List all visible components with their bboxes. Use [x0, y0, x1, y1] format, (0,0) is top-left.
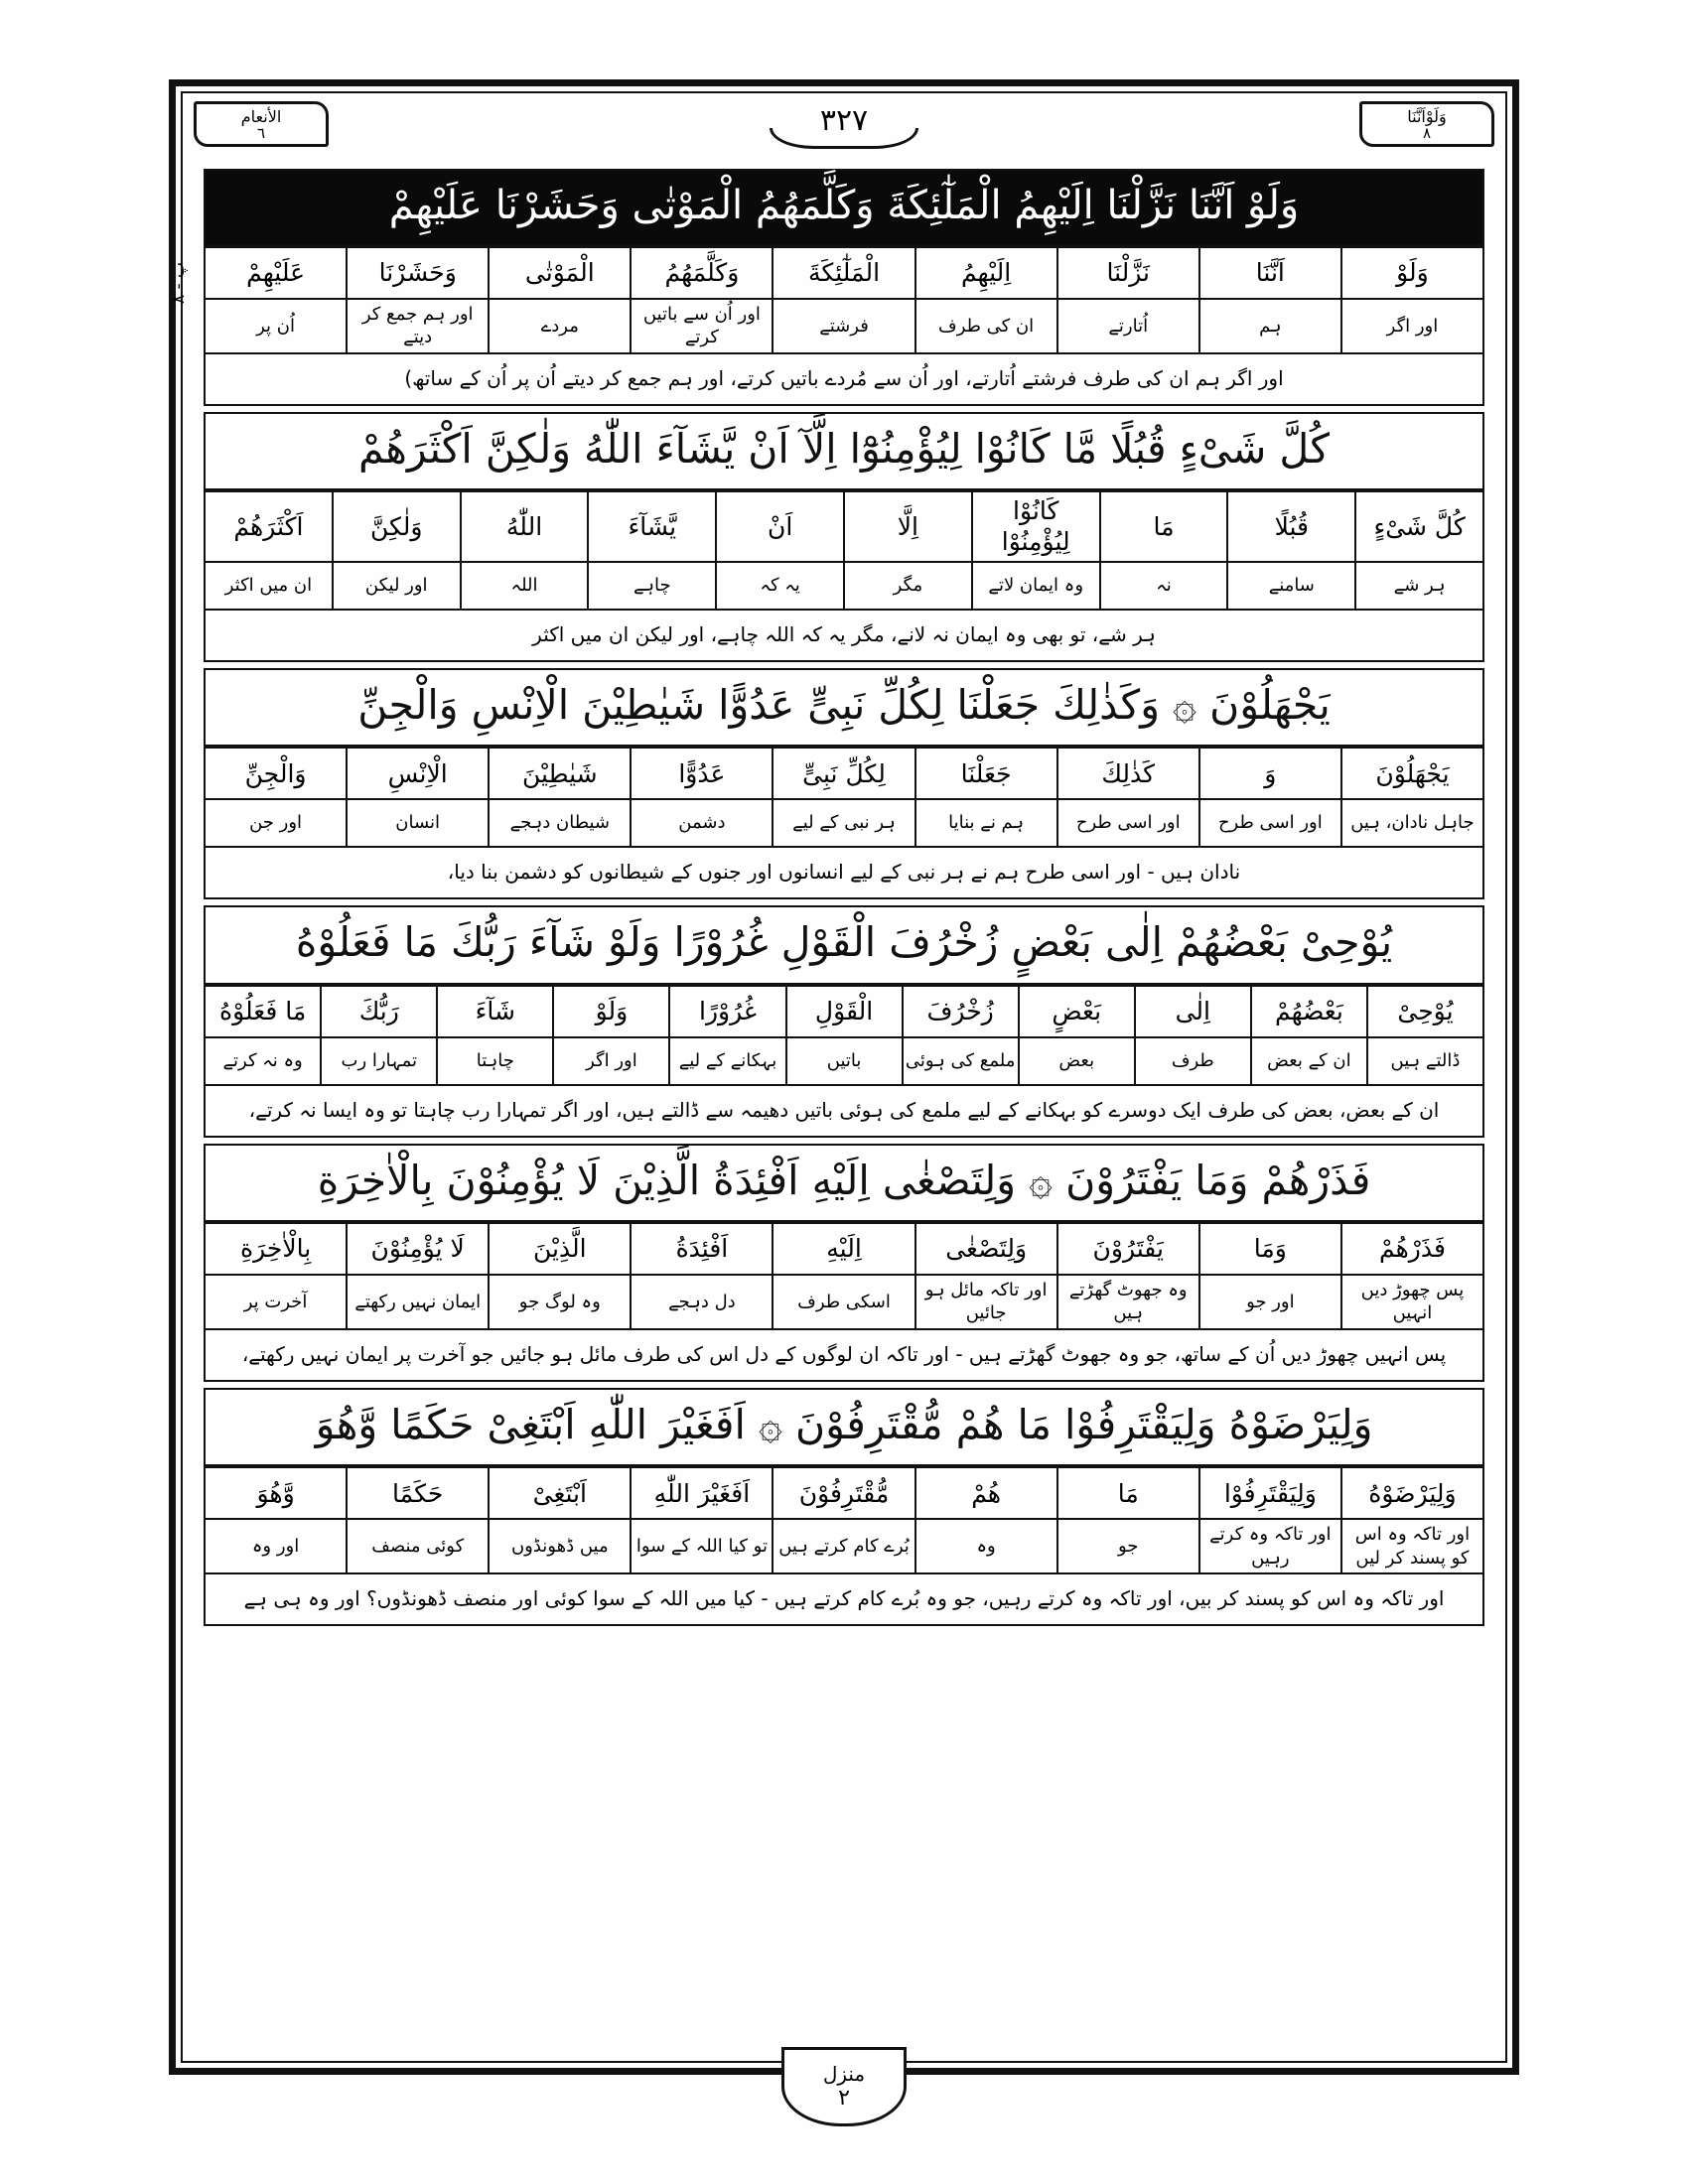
word-cell-arabic: رَبُّكَ	[321, 986, 437, 1037]
header-juz-name: وَلَوْاَنَّنَا	[1407, 106, 1447, 126]
word-cell-arabic: الْاِنْسِ	[347, 748, 489, 799]
word-cell-urdu: بُرے کام کرتے ہیں	[773, 1519, 914, 1573]
manzil-label: منزل	[822, 2061, 866, 2086]
word-cell-arabic: اَنَّنَا	[1199, 247, 1341, 299]
word-cell-arabic: وَلٰكِنَّ	[333, 491, 461, 562]
word-cell-urdu: وہ لوگ جو	[489, 1275, 631, 1329]
word-cell-arabic: مُّقْتَرِفُوْنَ	[773, 1467, 914, 1519]
word-cell-urdu: اور تاکہ مائل ہو جائیں	[915, 1275, 1057, 1329]
header-juz-number: ٨	[1422, 123, 1432, 142]
grid-row-arabic	[205, 491, 1483, 562]
word-cell-arabic: شَآءَ	[437, 986, 553, 1037]
word-cell-urdu: اُتارتے	[1057, 299, 1199, 353]
word-cell-arabic: الْمَلٰٓئِكَةَ	[773, 247, 914, 299]
word-cell-arabic: وَلِيَرْضَوْهُ	[1341, 1467, 1483, 1519]
word-cell-arabic: اَفَغَيْرَ اللّٰهِ	[631, 1467, 773, 1519]
grid-row-arabic	[205, 1467, 1483, 1519]
word-cell-urdu: اور لیکن	[333, 562, 461, 610]
word-cell-urdu: چاہے	[588, 562, 716, 610]
word-by-word-grid	[204, 1466, 1484, 1574]
word-cell-arabic: نَزَّلْنَا	[1057, 247, 1199, 299]
word-cell-arabic: اِلٰى	[1135, 986, 1251, 1037]
word-cell-arabic: لَا يُؤْمِنُوْنَ	[347, 1223, 489, 1275]
word-cell-arabic: زُخْرُفَ	[903, 986, 1019, 1037]
word-cell-urdu: پس چھوڑ دیں انہیں	[1341, 1275, 1483, 1329]
ayah-urdu-translation: اور اگر ہم ان کی طرف فرشتے اُتارتے، اور اُن سے مُردے باتیں کرتے، اور ہم جمع کر دیتے اُن پر اُن کے ساتھ)	[204, 354, 1484, 406]
word-cell-arabic: وَمَا	[1199, 1223, 1341, 1275]
word-cell-urdu: دشمن	[631, 799, 773, 847]
word-by-word-grid	[204, 1222, 1484, 1330]
word-cell-urdu: اور اُن سے باتیں کرتے	[631, 299, 773, 353]
word-cell-urdu: بعض	[1019, 1037, 1135, 1085]
ayah-urdu-translation: ہر شے، تو بھی وہ ایمان نہ لانے، مگر یہ کہ اللہ چاہے، اور لیکن ان میں اکثر	[204, 611, 1484, 662]
ayah-arabic-text: يَجْهَلُوْنَ ۞ وَكَذٰلِكَ جَعَلْنَا لِكُلِّ نَبِىٍّ عَدُوًّا شَيٰطِيْنَ الْاِنْسِ وَالْجِنِّ	[204, 668, 1484, 747]
word-cell-arabic: عَلَيْهِمْ	[205, 247, 347, 299]
word-cell-urdu: باتیں	[786, 1037, 903, 1085]
word-cell-urdu: اسکی طرف	[773, 1275, 914, 1329]
ayah-blocks-container	[204, 169, 1484, 2025]
word-cell-urdu: اور جن	[205, 799, 347, 847]
ayah-block	[204, 1144, 1484, 1382]
word-cell-urdu: ہم	[1199, 299, 1341, 353]
word-cell-arabic: وَلِتَصْغٰى	[915, 1223, 1057, 1275]
word-cell-arabic: وَكَلَّمَهُمُ	[631, 247, 773, 299]
ayah-urdu-translation: پس انہیں چھوڑ دیں اُن کے ساتھ، جو وہ جھوٹ گھڑتے ہیں - اور تاکہ ان لوگوں کے دل اس کی طرف مائل ہو جائیں جو آخرت پر ایمان نہیں رکھتے،	[204, 1330, 1484, 1382]
header-surah-box	[194, 101, 329, 147]
ayah-block	[204, 412, 1484, 662]
grid-row-urdu	[205, 1275, 1483, 1329]
word-cell-arabic: غُرُوْرًا	[669, 986, 785, 1037]
word-cell-urdu: وہ	[915, 1519, 1057, 1573]
grid-row-urdu	[205, 1519, 1483, 1573]
word-cell-arabic: وَحَشَرْنَا	[347, 247, 489, 299]
word-cell-urdu: فرشتے	[773, 299, 914, 353]
word-cell-urdu: دل دہجے	[631, 1275, 773, 1329]
word-cell-arabic: شَيٰطِيْنَ	[489, 748, 631, 799]
header-surah-name: الأنعام	[240, 106, 282, 126]
word-cell-urdu: وہ نہ کرتے	[205, 1037, 321, 1085]
word-cell-urdu: مردے	[489, 299, 631, 353]
word-cell-urdu: اور تاکہ وہ اس کو پسند کر لیں	[1341, 1519, 1483, 1573]
grid-row-urdu	[205, 299, 1483, 353]
word-cell-urdu: اور اسی طرح	[1057, 799, 1199, 847]
word-cell-urdu: ان کے بعض	[1251, 1037, 1367, 1085]
word-cell-urdu: ملمع کی ہوئی	[903, 1037, 1019, 1085]
word-cell-arabic: هُمْ	[915, 1467, 1057, 1519]
word-cell-arabic: اَبْتَغِىْ	[489, 1467, 631, 1519]
word-cell-urdu: کوئی منصف	[347, 1519, 489, 1573]
word-cell-arabic: اَكْثَرَهُمْ	[205, 491, 333, 562]
word-cell-arabic: يَفْتَرُوْنَ	[1057, 1223, 1199, 1275]
word-cell-urdu: میں ڈھونڈوں	[489, 1519, 631, 1573]
word-cell-arabic: يَّشَآءَ	[588, 491, 716, 562]
word-cell-arabic: وَالْجِنِّ	[205, 748, 347, 799]
word-cell-arabic: حَكَمًا	[347, 1467, 489, 1519]
word-cell-arabic: مَا	[1057, 1467, 1199, 1519]
word-cell-arabic: الْمَوْتٰى	[489, 247, 631, 299]
word-cell-urdu: اور جو	[1199, 1275, 1341, 1329]
word-cell-arabic: بَعْضُهُمْ	[1251, 986, 1367, 1037]
word-cell-arabic: مَا	[1100, 491, 1228, 562]
ayah-arabic-text: وَلَوْ اَنَّنَا نَزَّلْنَا اِلَيْهِمُ الْمَلٰٓئِكَةَ وَكَلَّمَهُمُ الْمَوْتٰى وَحَشَرْنَا عَلَيْهِمْ	[204, 169, 1484, 246]
word-cell-urdu: یہ کہ	[716, 562, 844, 610]
word-cell-urdu: ایمان نہیں رکھتے	[347, 1275, 489, 1329]
word-cell-arabic: عَدُوًّا	[631, 748, 773, 799]
word-cell-arabic: الْقَوْلِ	[786, 986, 903, 1037]
word-cell-arabic: كُلَّ شَىْءٍ	[1355, 491, 1483, 562]
word-cell-arabic: وَ	[1199, 748, 1341, 799]
page-number: ٣٢٧	[819, 102, 869, 138]
word-cell-urdu: ان کی طرف	[915, 299, 1057, 353]
word-cell-arabic: الَّذِيْنَ	[489, 1223, 631, 1275]
word-by-word-grid	[204, 985, 1484, 1086]
word-cell-arabic: وَلِيَقْتَرِفُوْا	[1199, 1467, 1341, 1519]
word-cell-urdu: انسان	[347, 799, 489, 847]
word-cell-arabic: وَلَوْ	[1341, 247, 1483, 299]
ayah-urdu-translation: نادان ہیں - اور اسی طرح ہم نے ہر نبی کے لیے انسانوں اور جنوں کے شیطانوں کو دشمن بنا دیا،	[204, 848, 1484, 899]
side-margin-note: پ - ٨	[169, 261, 189, 305]
word-cell-arabic: اِلَيْهِ	[773, 1223, 914, 1275]
word-by-word-grid	[204, 246, 1484, 354]
word-cell-arabic: بِالْاٰخِرَةِ	[205, 1223, 347, 1275]
word-cell-urdu: اور تاکہ وہ کرتے رہیں	[1199, 1519, 1341, 1573]
word-cell-arabic: اَفْئِدَةُ	[631, 1223, 773, 1275]
grid-row-arabic	[205, 1223, 1483, 1275]
word-cell-urdu: سامنے	[1227, 562, 1355, 610]
word-cell-urdu: جاہل نادان، ہیں	[1341, 799, 1483, 847]
word-cell-urdu: وہ جھوٹ گھڑتے ہیں	[1057, 1275, 1199, 1329]
word-cell-arabic: يَجْهَلُوْنَ	[1341, 748, 1483, 799]
word-cell-urdu: تمہارا رب	[321, 1037, 437, 1085]
grid-row-arabic	[205, 986, 1483, 1037]
ayah-urdu-translation: اور تاکہ وہ اس کو پسند کر بیں، اور تاکہ وہ کرتے رہیں، جو وہ بُرے کام کرتے ہیں - کیا میں اللہ کے سوا کوئی اور منصف ڈھونڈوں؟ اور وہ ہی ہے	[204, 1574, 1484, 1626]
word-cell-arabic: مَا فَعَلُوْهُ	[205, 986, 321, 1037]
word-cell-urdu: ان میں اکثر	[205, 562, 333, 610]
grid-row-arabic	[205, 748, 1483, 799]
word-cell-arabic: كَذٰلِكَ	[1057, 748, 1199, 799]
ayah-arabic-text: وَلِيَرْضَوْهُ وَلِيَقْتَرِفُوْا مَا هُمْ مُّقْتَرِفُوْنَ ۞ اَفَغَيْرَ اللّٰهِ اَبْتَغِىْ حَكَمًا وَّهُوَ	[204, 1388, 1484, 1466]
ayah-arabic-text: كُلَّ شَىْءٍ قُبُلًا مَّا كَانُوْا لِيُؤْمِنُوْٓا اِلَّآ اَنْ يَّشَآءَ اللّٰهُ وَلٰكِنَّ اَكْثَرَهُمْ	[204, 412, 1484, 490]
word-cell-urdu: اور اگر	[553, 1037, 669, 1085]
word-cell-urdu: اور اگر	[1341, 299, 1483, 353]
word-cell-urdu: ڈالتے ہیں	[1367, 1037, 1483, 1085]
word-cell-arabic: وَلَوْ	[553, 986, 669, 1037]
word-cell-urdu: مگر	[844, 562, 972, 610]
word-cell-arabic: اَنْ	[716, 491, 844, 562]
word-cell-arabic: اِلَيْهِمُ	[915, 247, 1057, 299]
word-cell-urdu: تو کیا اللہ کے سوا	[631, 1519, 773, 1573]
word-cell-urdu: اللہ	[461, 562, 589, 610]
word-cell-urdu: اور ہم جمع کر دیتے	[347, 299, 489, 353]
ayah-block	[204, 905, 1484, 1137]
grid-row-arabic	[205, 247, 1483, 299]
ayah-arabic-text: فَذَرْهُمْ وَمَا يَفْتَرُوْنَ ۞ وَلِتَصْغٰى اِلَيْهِ اَفْئِدَةُ الَّذِيْنَ لَا يُؤْمِنُوْنَ بِالْاٰخِرَةِ	[204, 1144, 1484, 1222]
ayah-block	[204, 169, 1484, 406]
manzil-badge	[781, 2047, 907, 2126]
grid-row-urdu	[205, 1037, 1483, 1085]
word-cell-urdu: وہ ایمان لاتے	[972, 562, 1100, 610]
ayah-block	[204, 1388, 1484, 1626]
manzil-number: ٢	[838, 2085, 850, 2111]
word-cell-arabic: اللّٰهُ	[461, 491, 589, 562]
word-cell-arabic: جَعَلْنَا	[915, 748, 1057, 799]
word-cell-arabic: يُوْحِىْ	[1367, 986, 1483, 1037]
ayah-block	[204, 668, 1484, 899]
word-by-word-grid	[204, 490, 1484, 611]
word-cell-urdu: آخرت پر	[205, 1275, 347, 1329]
word-cell-urdu: ہر شے	[1355, 562, 1483, 610]
header-surah-number: ٦	[256, 123, 266, 142]
word-cell-urdu: چاہتا	[437, 1037, 553, 1085]
grid-row-urdu	[205, 799, 1483, 847]
word-cell-arabic: بَعْضٍ	[1019, 986, 1135, 1037]
word-cell-arabic: فَذَرْهُمْ	[1341, 1223, 1483, 1275]
header-juz-box	[1359, 101, 1494, 147]
word-cell-arabic: كَانُوْا لِيُؤْمِنُوْا	[972, 491, 1100, 562]
word-cell-urdu: ہم نے بنایا	[915, 799, 1057, 847]
word-cell-urdu: اُن پر	[205, 299, 347, 353]
word-cell-urdu: جو	[1057, 1519, 1199, 1573]
page-header	[194, 99, 1494, 159]
ayah-urdu-translation: ان کے بعض، بعض کی طرف ایک دوسرے کو بہکانے کے لیے ملمع کی ہوئی باتیں دھیمہ سے ڈالتے ہیں، اور اگر تمہارا رب چاہتا تو وہ ایسا نہ کرتے،	[204, 1086, 1484, 1138]
word-cell-urdu: اور وہ	[205, 1519, 347, 1573]
word-cell-urdu: ہر نبی کے لیے	[773, 799, 914, 847]
grid-row-urdu	[205, 562, 1483, 610]
word-cell-urdu: بہکانے کے لیے	[669, 1037, 785, 1085]
ayah-arabic-text: يُوْحِىْ بَعْضُهُمْ اِلٰى بَعْضٍ زُخْرُفَ الْقَوْلِ غُرُوْرًا وَلَوْ شَآءَ رَبُّكَ مَا فَعَلُوْهُ	[204, 905, 1484, 984]
word-cell-urdu: نہ	[1100, 562, 1228, 610]
word-cell-urdu: شیطان دہجے	[489, 799, 631, 847]
word-cell-arabic: قُبُلًا	[1227, 491, 1355, 562]
page-number-badge	[770, 95, 918, 151]
word-cell-arabic: وَّهُوَ	[205, 1467, 347, 1519]
word-by-word-grid	[204, 747, 1484, 848]
word-cell-arabic: اِلَّا	[844, 491, 972, 562]
word-cell-urdu: طرف	[1135, 1037, 1251, 1085]
word-cell-arabic: لِكُلِّ نَبِىٍّ	[773, 748, 914, 799]
word-cell-urdu: اور اسی طرح	[1199, 799, 1341, 847]
